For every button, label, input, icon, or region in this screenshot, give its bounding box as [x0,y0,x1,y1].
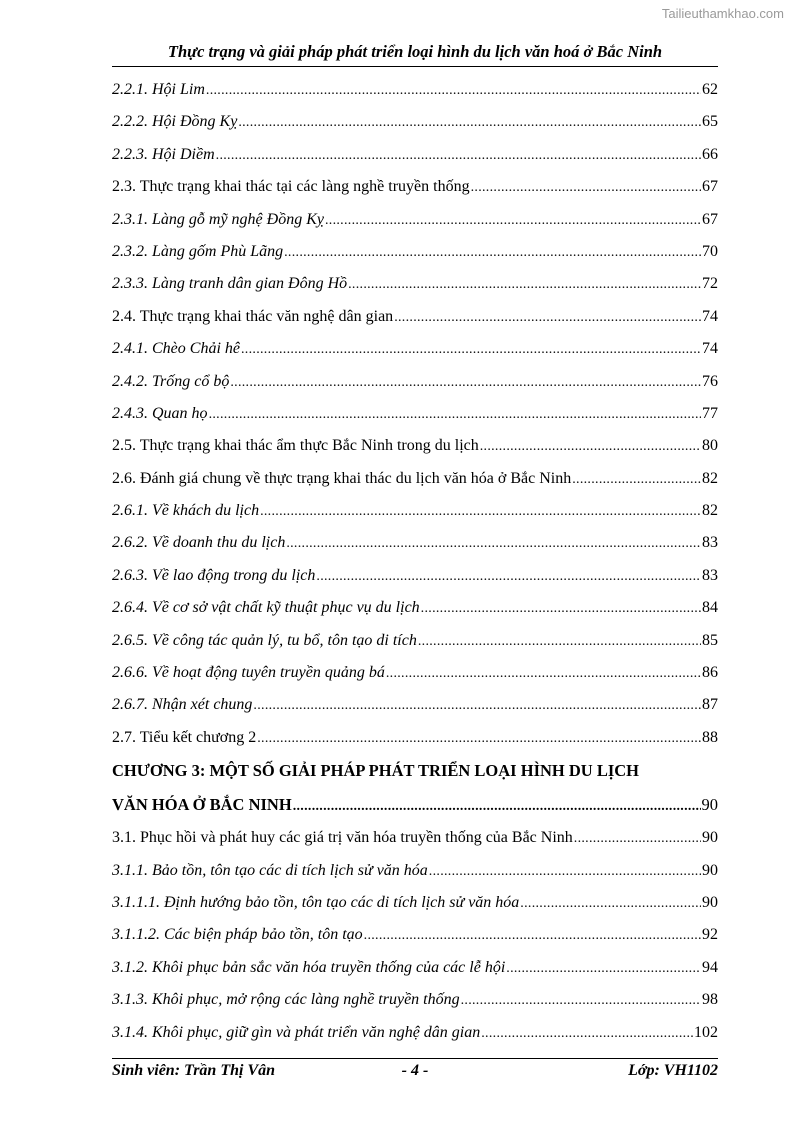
toc-entry-page: 90 [702,861,718,879]
leader-dots [241,333,701,366]
header-title: Thực trạng và giải pháp phát triển loại hình du lịch văn hoá ở Bắc Ninh [167,42,663,61]
toc-entry-title: 3.1.1.1. Định hướng bảo tồn, tôn tạo các di tích lịch sử văn hóa [112,893,520,911]
toc-entry[interactable] [112,657,718,689]
leader-dots [364,919,701,952]
toc-entry-title: 2.2.1. Hội Lim [112,81,205,98]
toc-entry-page: 87 [702,696,718,714]
leader-dots [471,171,701,204]
toc-entry[interactable] [112,689,718,721]
toc-entry-page: 77 [702,404,718,422]
toc-entry-title: 2.6. Đánh giá chung về thực trạng khai thác du lịch văn hóa ở Bắc Ninh [112,469,572,487]
toc-entry[interactable] [112,301,718,333]
toc-entry-page: 90 [702,829,718,847]
toc-entry-title: 2.6.1. Về khách du lịch [112,502,260,520]
toc-entry-title: 3.1.2. Khôi phục bản sắc văn hóa truyền thống của các lễ hội [112,958,506,976]
leader-dots [481,1017,693,1050]
toc-entry[interactable] [112,625,718,657]
leader-dots [316,560,701,593]
toc-entry[interactable] [112,74,718,106]
toc-entry-page: 70 [702,242,718,260]
leader-dots [253,689,701,722]
leader-dots [386,657,701,690]
toc-entry-page: 80 [702,437,718,455]
toc-entry-page: 83 [702,534,718,552]
toc-entry-page: 92 [702,926,718,944]
toc-entry-title: 2.2.2. Hội Đồng Kỵ [112,113,238,131]
leader-dots [572,463,701,496]
toc-section-chapter-3 [112,822,718,1049]
toc-entry[interactable] [112,204,718,236]
toc-entry[interactable] [112,106,718,138]
toc-entry[interactable] [112,236,718,268]
footer-page-number: - 4 - [401,1062,429,1079]
toc-entry[interactable] [112,952,718,984]
leader-dots [461,984,701,1017]
toc-entry-title: 2.4. Thực trạng khai thác văn nghệ dân gian [112,307,394,325]
toc-entry[interactable] [112,366,718,398]
toc-entry-title: 2.6.3. Về lao động trong du lịch [112,566,316,584]
leader-dots [257,722,701,755]
toc-entry-title: 2.6.5. Về công tác quản lý, tu bổ, tôn tạo di tích [112,631,417,649]
leader-dots [480,430,701,463]
leader-dots [293,788,701,824]
toc-entry-title: 2.3.3. Làng tranh dân gian Đông Hồ [112,275,348,293]
chapter-title-line1: CHƯƠNG 3: MỘT SỐ GIẢI PHÁP PHÁT TRIỂN LOẠI HÌNH DU LỊCH [112,761,639,781]
toc-entry-title: 2.3.2. Làng gốm Phù Lãng [112,242,284,260]
toc-entry-page: 94 [702,958,718,976]
toc-entry-title: 2.4.2. Trống cổ bộ [112,372,230,390]
leader-dots [260,495,701,528]
toc-entry[interactable] [112,919,718,951]
toc-section-chapter-2 [112,74,718,754]
chapter-page-number: 90 [701,795,718,815]
toc-entry-title: 2.3.1. Làng gỗ mỹ nghệ Đồng Kỵ [112,210,324,228]
toc-entry[interactable] [112,887,718,919]
toc-entry-page: 65 [702,113,718,131]
leader-dots [574,822,701,855]
footer-student: Sinh viên: Trần Thị Vân [112,1062,276,1079]
leader-dots [421,592,701,625]
toc-entry-title: 2.2.3. Hội Diềm [112,145,215,163]
leader-dots [206,74,701,107]
toc-entry-title: 2.6.4. Về cơ sở vật chất kỹ thuật phục vụ du lịch [112,599,420,617]
toc-entry[interactable] [112,495,718,527]
toc-entry[interactable] [112,722,718,754]
footer-class: Lớp: VH1102 [628,1062,718,1079]
toc-entry-page: 72 [702,275,718,293]
toc-entry[interactable] [112,1017,718,1049]
toc-entry-title: 2.4.1. Chèo Chải hê [112,340,240,358]
toc-entry[interactable] [112,139,718,171]
toc-entry-page: 67 [702,210,718,228]
toc-entry[interactable] [112,463,718,495]
toc-entry[interactable] [112,527,718,559]
leader-dots [216,139,701,172]
leader-dots [418,625,701,658]
toc-entry-title: 3.1.1.2. Các biện pháp bảo tồn, tôn tạo [112,926,363,944]
leader-dots [348,268,701,301]
toc-entry[interactable] [112,398,718,430]
table-of-contents [112,74,718,1049]
toc-entry-page: 102 [694,1023,718,1041]
leader-dots [394,301,701,334]
chapter-title-line2: VĂN HÓA Ở BẮC NINH [112,795,292,815]
leader-dots [209,398,701,431]
toc-entry-title: 2.6.6. Về hoạt động tuyên truyền quảng bá [112,664,385,682]
toc-entry[interactable] [112,171,718,203]
toc-entry-title: 3.1.3. Khôi phục, mở rộng các làng nghề truyền thống [112,991,460,1009]
leader-dots [284,236,701,269]
leader-dots [429,855,701,888]
toc-entry-page: 90 [702,893,718,911]
toc-entry-page: 84 [702,599,718,617]
toc-entry[interactable] [112,430,718,462]
leader-dots [520,887,701,920]
toc-entry-title: 3.1.4. Khôi phục, giữ gìn và phát triển văn nghệ dân gian [112,1023,481,1041]
toc-entry-page: 62 [702,81,718,98]
watermark: Tailieuthamkhao.com [661,6,784,21]
leader-dots [230,366,701,399]
chapter-heading[interactable] [112,754,718,822]
toc-entry[interactable] [112,560,718,592]
leader-dots [238,106,701,139]
leader-dots [286,527,701,560]
toc-entry-title: 3.1.1. Bảo tồn, tôn tạo các di tích lịch sử văn hóa [112,861,428,879]
page-footer [112,1062,718,1084]
leader-dots [506,952,701,985]
toc-entry-page: 85 [702,631,718,649]
toc-entry-title: 3.1. Phục hồi và phát huy các giá trị văn hóa truyền thống của Bắc Ninh [112,829,573,847]
toc-entry-title: 2.7. Tiểu kết chương 2 [112,728,257,746]
leader-dots [325,204,701,237]
toc-entry-title: 2.5. Thực trạng khai thác ẩm thực Bắc Ninh trong du lịch [112,437,479,455]
toc-entry-page: 82 [702,469,718,487]
toc-entry-title: 2.6.7. Nhận xét chung [112,696,253,714]
toc-entry-page: 74 [702,340,718,358]
header-divider [112,66,718,67]
footer-divider [112,1058,718,1059]
toc-entry-title: 2.3. Thực trạng khai thác tại các làng nghề truyền thống [112,178,470,196]
toc-entry-title: 2.6.2. Về doanh thu du lịch [112,534,286,552]
toc-entry-page: 67 [702,178,718,196]
toc-entry[interactable] [112,592,718,624]
toc-entry-page: 88 [702,728,718,746]
toc-entry-page: 66 [702,145,718,163]
toc-entry-page: 82 [702,502,718,520]
toc-entry-page: 76 [702,372,718,390]
toc-entry[interactable] [112,855,718,887]
toc-entry[interactable] [112,333,718,365]
toc-entry-page: 98 [702,991,718,1009]
toc-entry[interactable] [112,822,718,854]
toc-entry-page: 74 [702,307,718,325]
toc-entry-page: 83 [702,566,718,584]
toc-entry[interactable] [112,268,718,300]
toc-entry-page: 86 [702,664,718,682]
toc-entry[interactable] [112,984,718,1016]
toc-entry-title: 2.4.3. Quan họ [112,404,208,422]
